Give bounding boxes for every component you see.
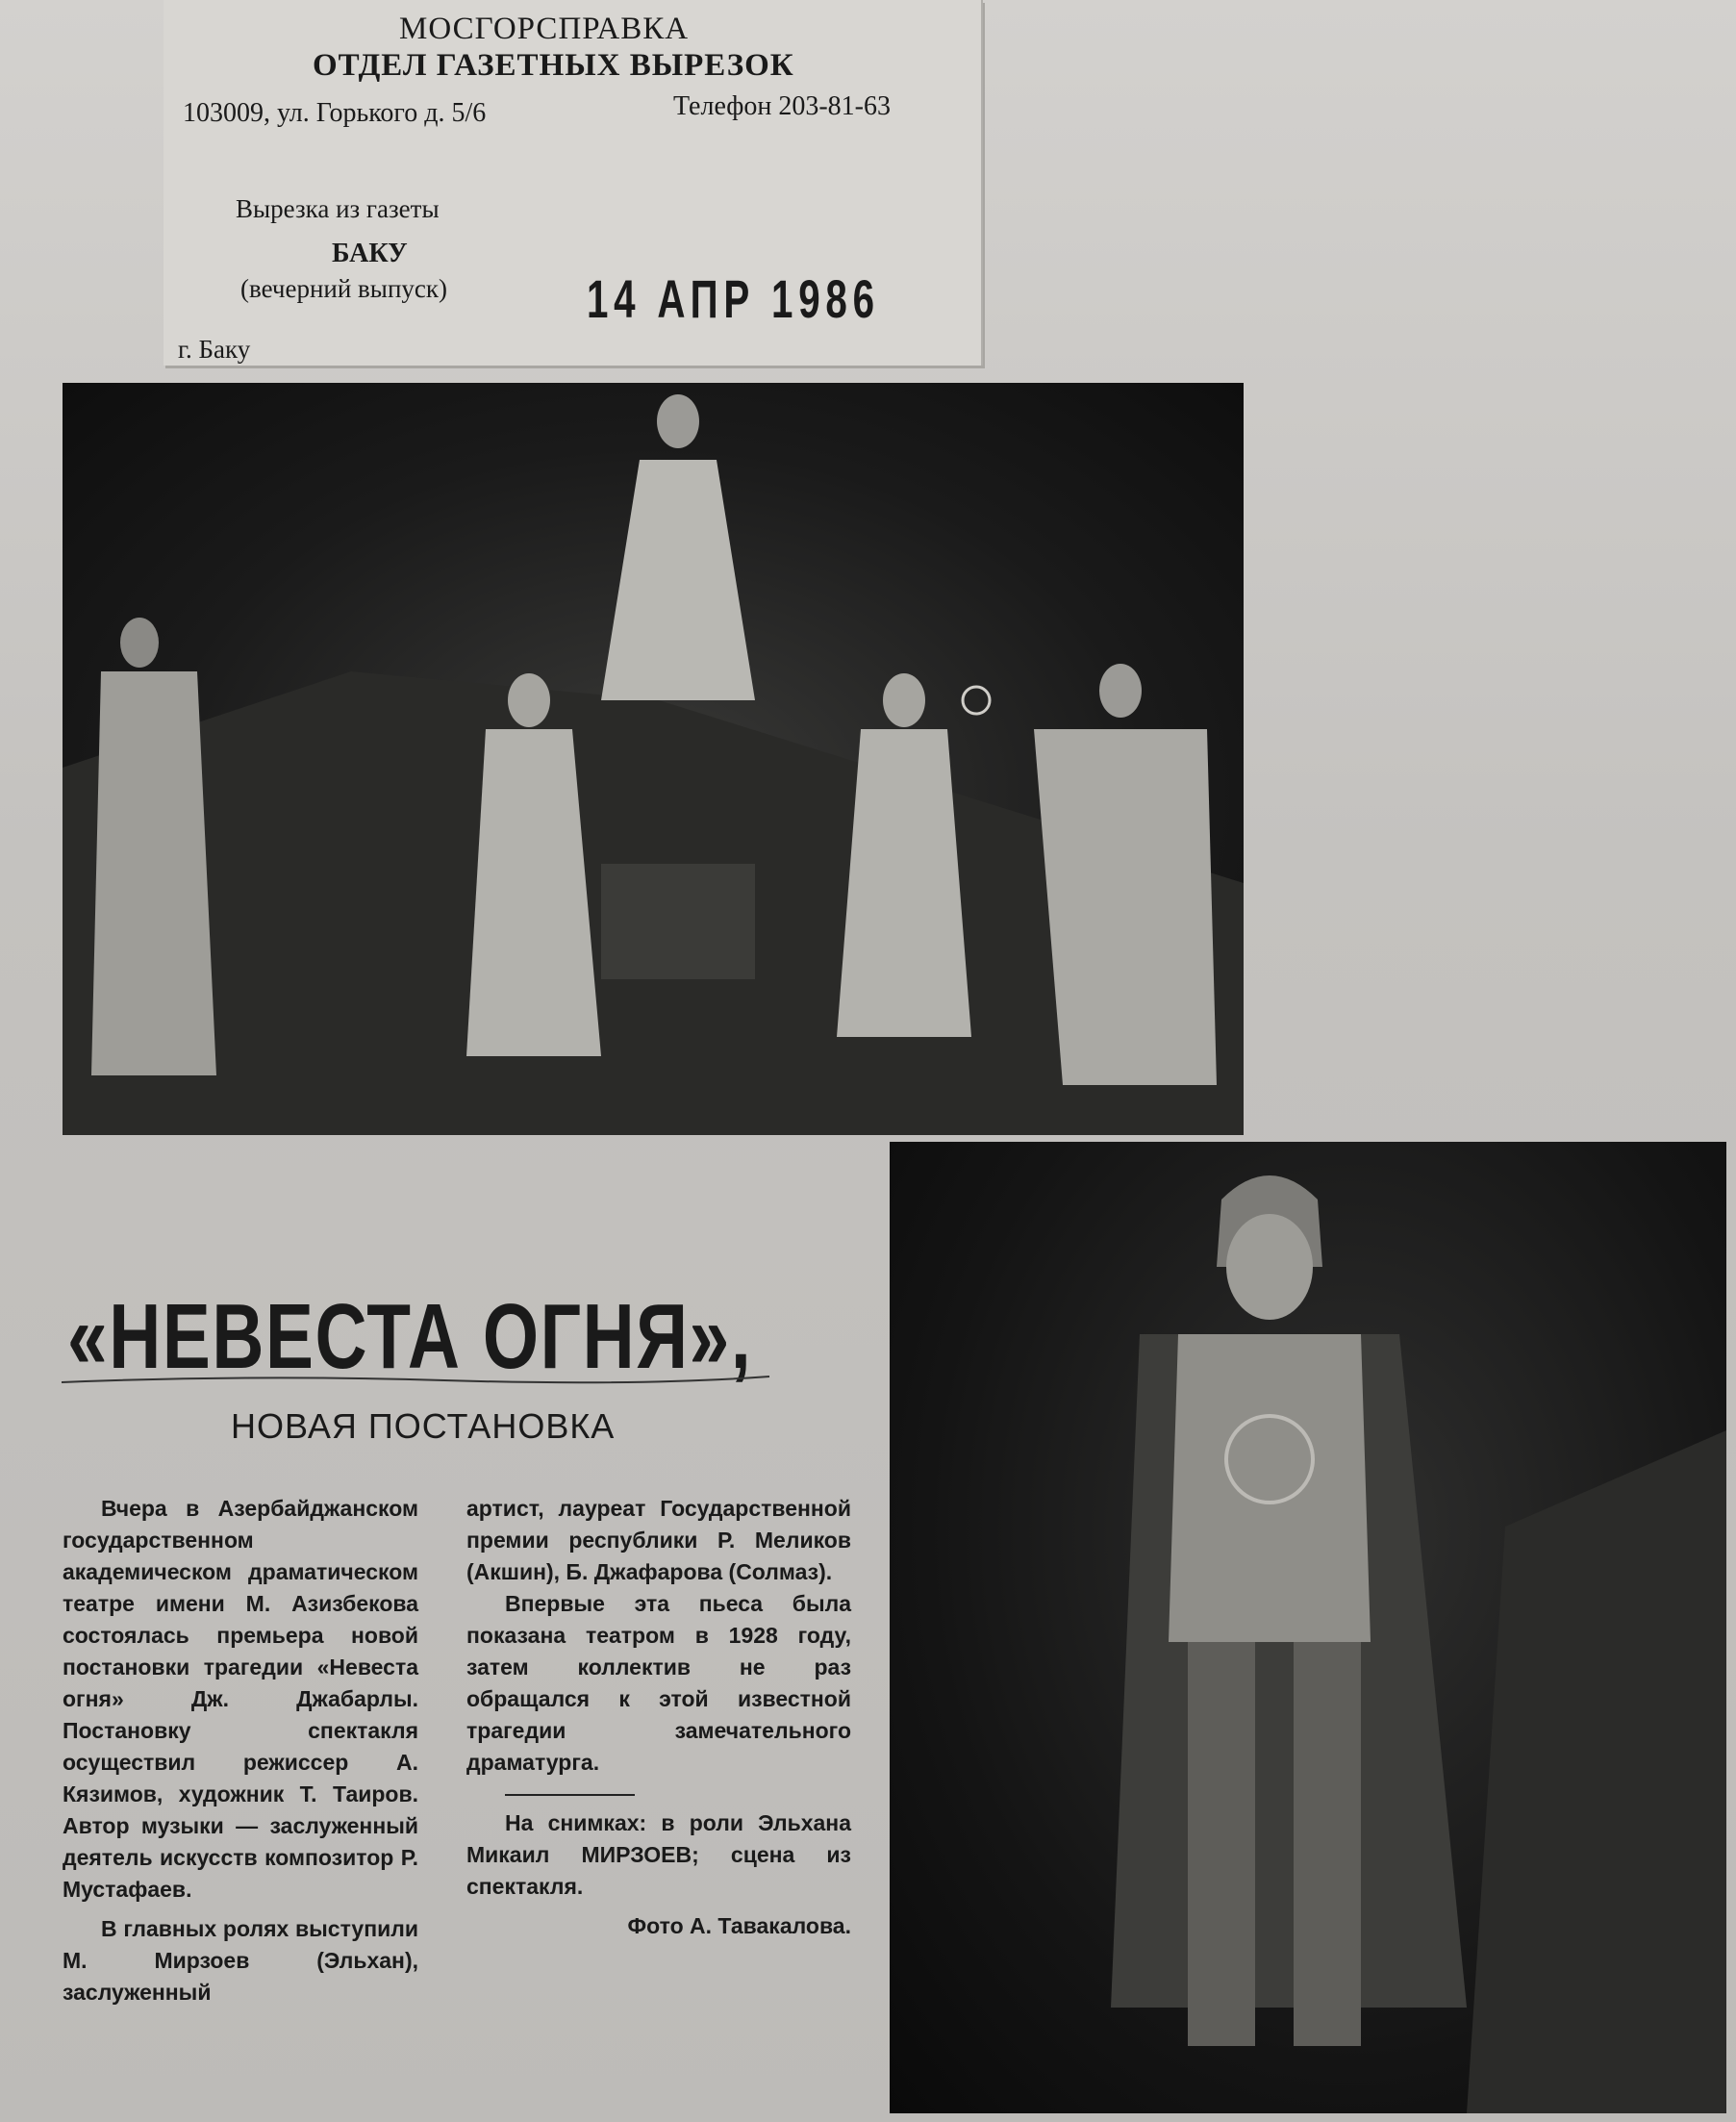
stamp-date: 14 АПР 1986 bbox=[587, 268, 880, 329]
stamp-organization: МОСГОРСПРАВКА bbox=[399, 12, 690, 46]
stage-scene-photo bbox=[63, 383, 1244, 1135]
article-paragraph: Вчера в Азербайджанском государственном академическом драматическом театре имени М. Азизбекова состоялась премьера новой постановки трагедии «Невеста огня» Дж. Джабарлы. Постановку спектакля осуществил режиссер А. Кязимов, художник Т. Таиров. Автор музыки — заслуженный деятель искусств композитор Р. Мустафаев. bbox=[63, 1496, 418, 1902]
article-paragraph: артист, лауреат Государственной премии республики Р. Меликов (Акшин), Б. Джафарова (Солмаз). bbox=[466, 1496, 851, 1584]
stamp-city: г. Баку bbox=[178, 335, 251, 364]
article-column-1 bbox=[63, 1493, 418, 2008]
photo-caption: На снимках: в роли Эльхана Микаил МИРЗОЕВ; сцена из спектакля. bbox=[466, 1810, 851, 1899]
stamp-department: ОТДЕЛ ГАЗЕТНЫХ ВЫРЕЗОК bbox=[313, 48, 794, 83]
archive-stamp bbox=[164, 0, 983, 366]
article-column-2 bbox=[466, 1493, 851, 1942]
stamp-address: 103009, ул. Горького д. 5/6 bbox=[183, 98, 487, 128]
stamp-edition: (вечерний выпуск) bbox=[240, 274, 447, 303]
actor-portrait-photo bbox=[890, 1142, 1726, 2113]
article-subheadline: НОВАЯ ПОСТАНОВКА bbox=[231, 1406, 616, 1446]
headline-underline bbox=[60, 1371, 771, 1390]
article-headline: «НЕВЕСТА ОГНЯ», bbox=[67, 1285, 753, 1388]
caption-divider bbox=[505, 1794, 635, 1796]
stamp-cutting-label: Вырезка из газеты bbox=[236, 194, 440, 223]
article-paragraph: В главных ролях выступили М. Мирзоев (Эльхан), заслуженный bbox=[63, 1916, 418, 2005]
article-paragraph: Впервые эта пьеса была показана театром в 1928 году, затем коллектив не раз обращался к этой известной трагедии замечательного драматурга. bbox=[466, 1591, 851, 1775]
photo-credit: Фото А. Тавакалова. bbox=[627, 1913, 851, 1938]
stamp-phone: Телефон 203-81-63 bbox=[673, 91, 891, 121]
stamp-newspaper-name: БАКУ bbox=[332, 239, 408, 268]
